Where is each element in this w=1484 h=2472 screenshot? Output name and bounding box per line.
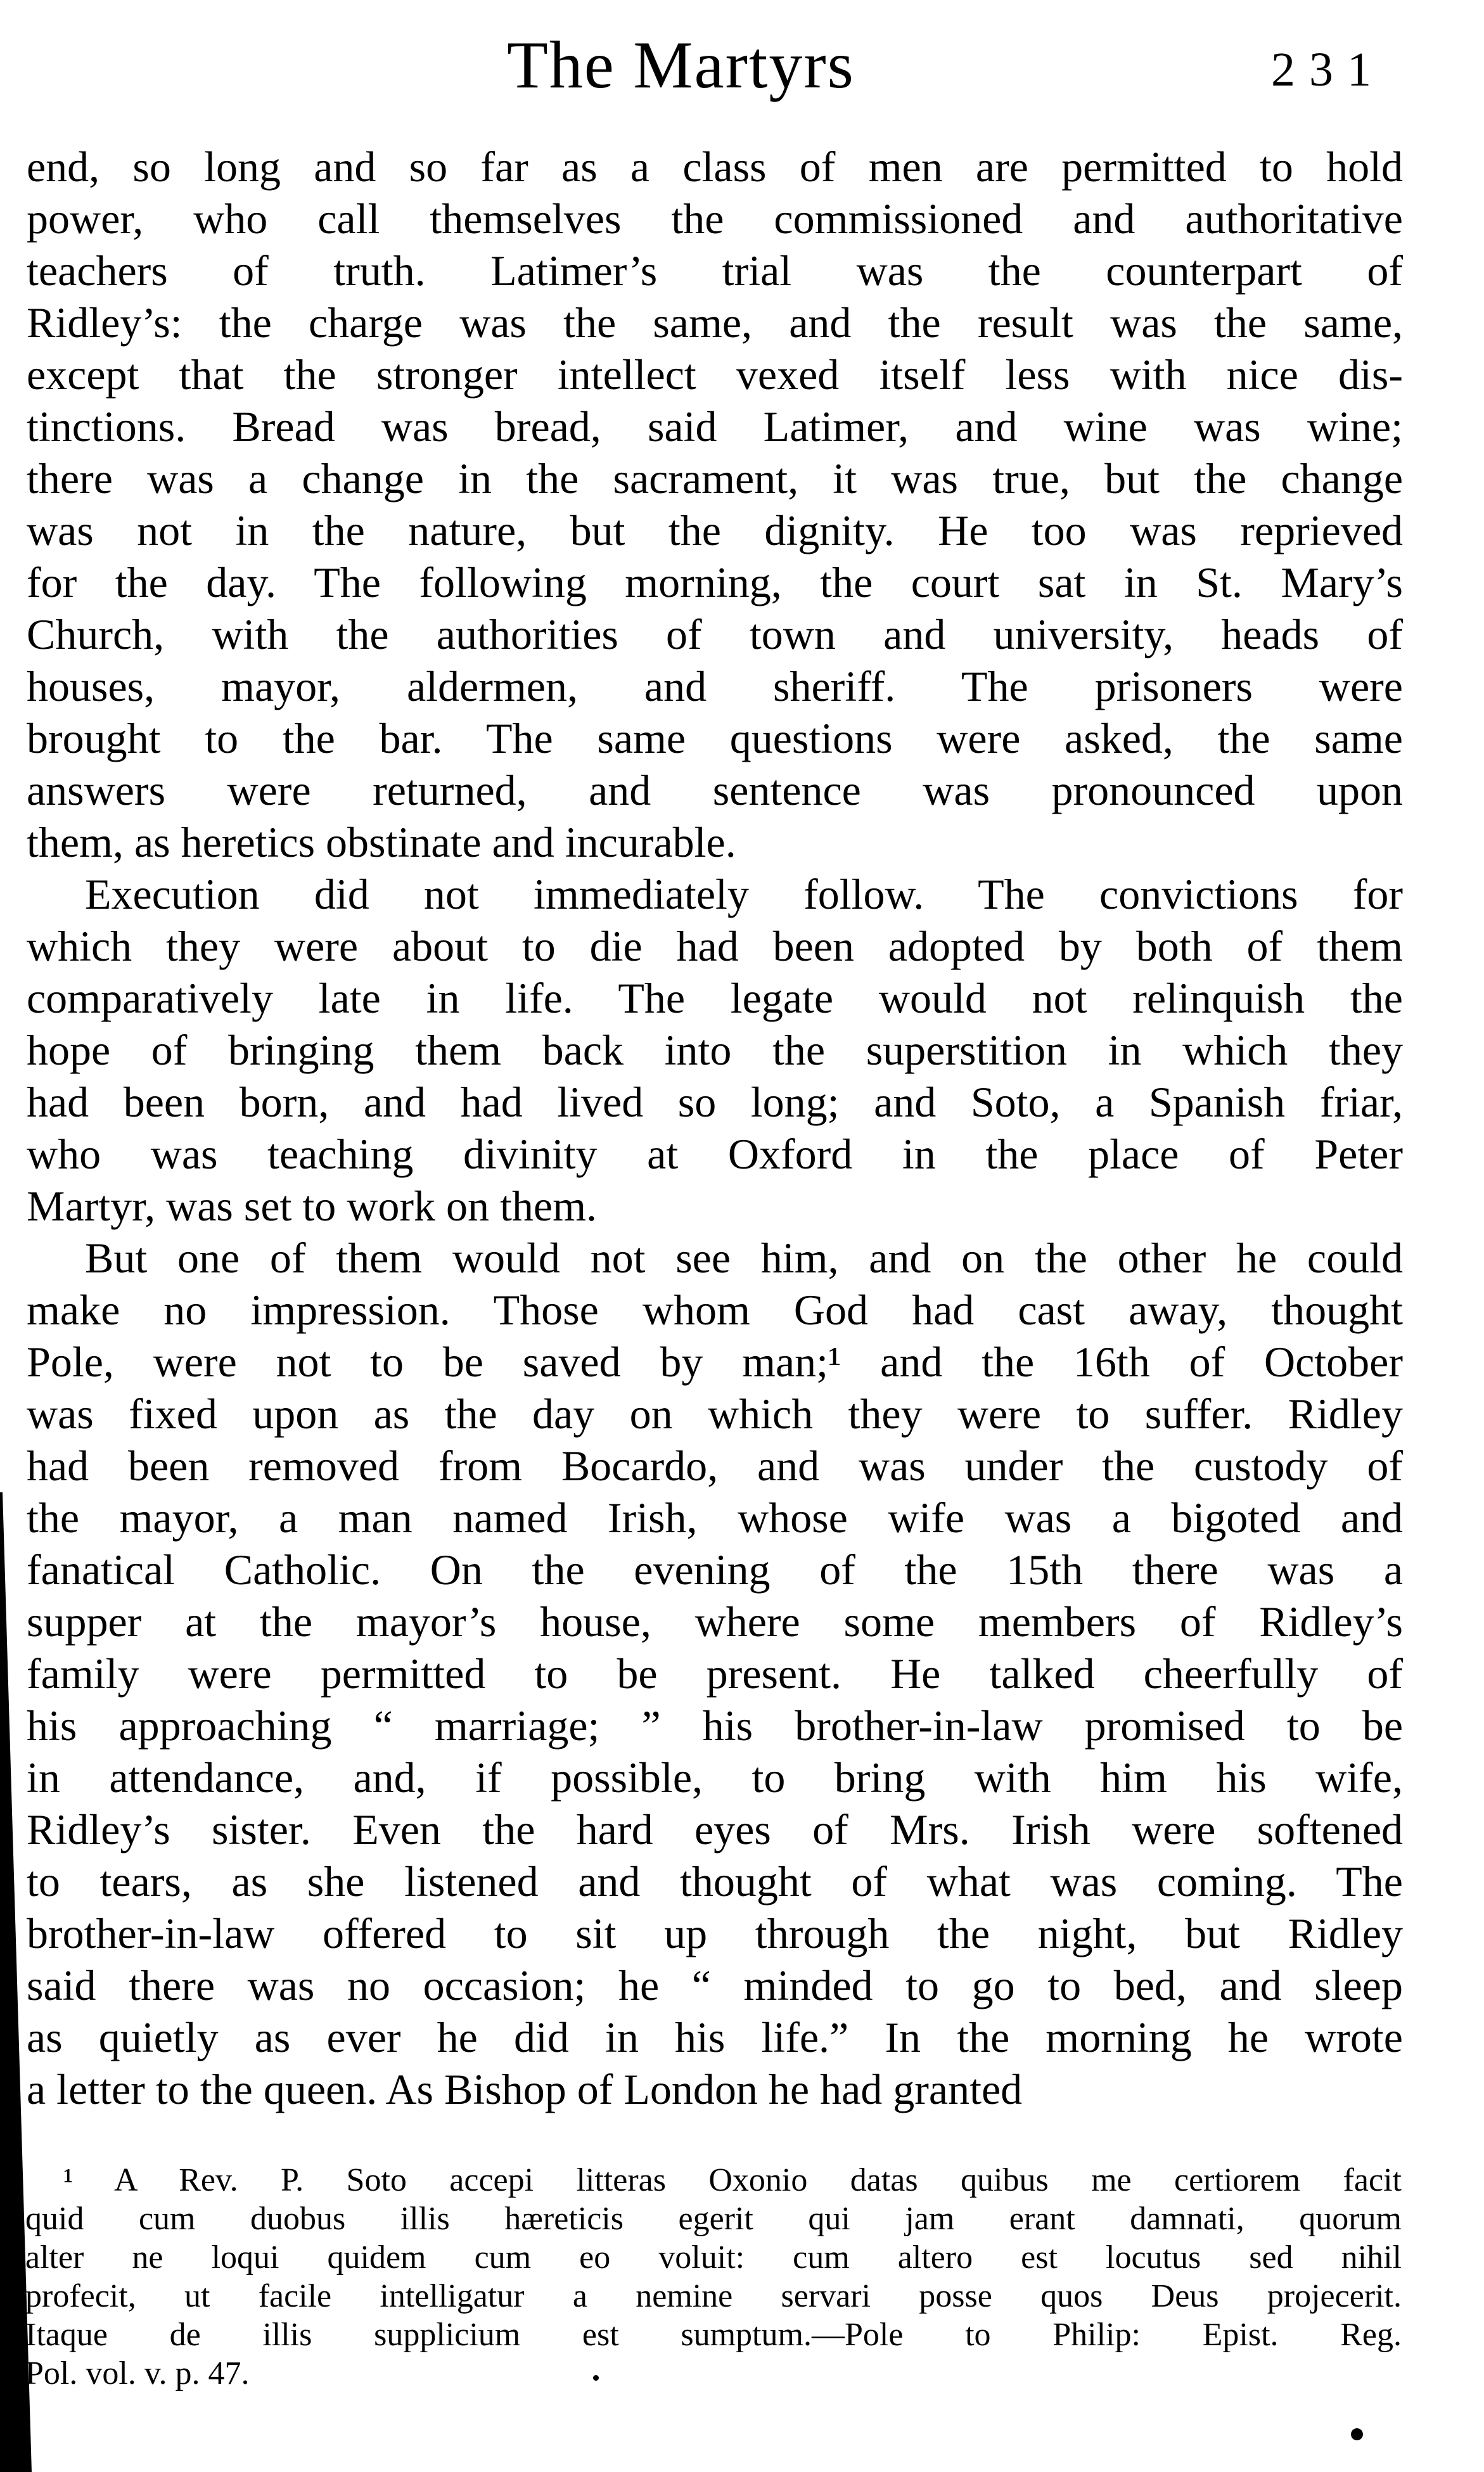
text-line: had been removed from Bocardo, and was under the custody of xyxy=(27,1442,1403,1490)
footnote-line: ¹ A Rev. P. Soto accepi litteras Oxonio datas quibus me certiorem facit xyxy=(63,2162,1402,2198)
footnote-line: Itaque de illis supplicium est sumptum.—Pole to Philip: Epist. Reg. xyxy=(25,2317,1402,2353)
text-line: teachers of truth. Latimer’s trial was the counterpart of xyxy=(27,247,1403,295)
text-line: said there was no occasion; he “ minded to go to bed, and sleep xyxy=(27,1961,1403,2009)
text-line: brother-in-law offered to sit up through the night, but Ridley xyxy=(27,1909,1403,1957)
text-line: Execution did not immediately follow. The convictions for xyxy=(85,870,1403,918)
text-line: Pole, were not to be saved by man;¹ and the 16th of October xyxy=(27,1338,1403,1386)
text-line: answers were returned, and sentence was pronounced upon xyxy=(27,766,1403,814)
text-line: was fixed upon as the day on which they were to suffer. Ridley xyxy=(27,1390,1403,1438)
text-line: as quietly as ever he did in his life.” In the morning he wrote xyxy=(27,2013,1403,2061)
text-line: Ridley’s sister. Even the hard eyes of Mrs. Irish were softened xyxy=(27,1805,1403,1854)
text-line: Ridley’s: the charge was the same, and the result was the same, xyxy=(27,298,1403,347)
text-line: which they were about to die had been adopted by both of them xyxy=(27,922,1403,970)
text-line: Church, with the authorities of town and university, heads of xyxy=(27,610,1403,658)
footnote xyxy=(25,2161,1402,2393)
body-text xyxy=(27,141,1403,2115)
text-line: for the day. The following morning, the court sat in St. Mary’s xyxy=(27,558,1403,606)
text-line: hope of bringing them back into the superstition in which they xyxy=(27,1026,1403,1074)
text-line: who was teaching divinity at Oxford in the place of Peter xyxy=(27,1130,1403,1178)
footnote-line: alter ne loqui quidem cum eo voluit: cum altero est locutus sed nihil xyxy=(25,2239,1402,2276)
footnote-line: profecit, ut facile intelligatur a nemine servari posse quos Deus projecerit. xyxy=(25,2278,1402,2314)
page-number: 231 xyxy=(1271,43,1385,96)
text-line: to tears, as she listened and thought of what was coming. The xyxy=(27,1857,1403,1905)
text-line: end, so long and so far as a class of men are permitted to hold xyxy=(27,143,1403,191)
text-line: had been born, and had lived so long; and Soto, a Spanish friar, xyxy=(27,1078,1403,1126)
text-line: fanatical Catholic. On the evening of the 15th there was a xyxy=(27,1546,1403,1594)
paragraph xyxy=(27,141,1403,868)
paragraph xyxy=(27,1232,1403,2115)
text-line: supper at the mayor’s house, where some members of Ridley’s xyxy=(27,1598,1403,1646)
footnote-line: quid cum duobus illis hæreticis egerit qui jam erant damnati, quorum xyxy=(25,2201,1402,2237)
text-line: the mayor, a man named Irish, whose wife was a bigoted and xyxy=(27,1494,1403,1542)
text-line: his approaching “ marriage; ” his brother-in-law promised to be xyxy=(27,1701,1403,1750)
text-line: them, as heretics obstinate and incurable. xyxy=(27,818,736,866)
text-line: in attendance, and, if possible, to bring with him his wife, xyxy=(27,1753,1403,1802)
text-line: make no impression. Those whom God had cast away, thought xyxy=(27,1286,1403,1334)
text-line: was not in the nature, but the dignity. He too was reprieved xyxy=(27,506,1403,554)
text-line: brought to the bar. The same questions were asked, the same xyxy=(27,714,1403,762)
footnote-line: Pol. vol. v. p. 47. xyxy=(25,2355,250,2392)
ink-speck xyxy=(1351,2428,1363,2440)
text-line: a letter to the queen. As Bishop of London he had granted xyxy=(27,2065,1023,2113)
text-line: comparatively late in life. The legate would not relinquish the xyxy=(27,974,1403,1022)
text-line: tinctions. Bread was bread, said Latimer, and wine was wine; xyxy=(27,402,1403,451)
running-head-title: The Martyrs xyxy=(507,28,855,102)
text-line: houses, mayor, aldermen, and sheriff. The prisoners were xyxy=(27,662,1403,710)
text-line: But one of them would not see him, and on the other he could xyxy=(85,1234,1403,1282)
text-line: there was a change in the sacrament, it was true, but the change xyxy=(27,454,1403,503)
ink-speck xyxy=(593,2375,599,2381)
text-line: power, who call themselves the commissioned and authoritative xyxy=(27,195,1403,243)
text-line: except that the stronger intellect vexed itself less with nice dis- xyxy=(27,350,1403,399)
text-line: Martyr, was set to work on them. xyxy=(27,1182,598,1230)
paragraph xyxy=(27,868,1403,1232)
text-line: family were permitted to be present. He talked cheerfully of xyxy=(27,1649,1403,1698)
